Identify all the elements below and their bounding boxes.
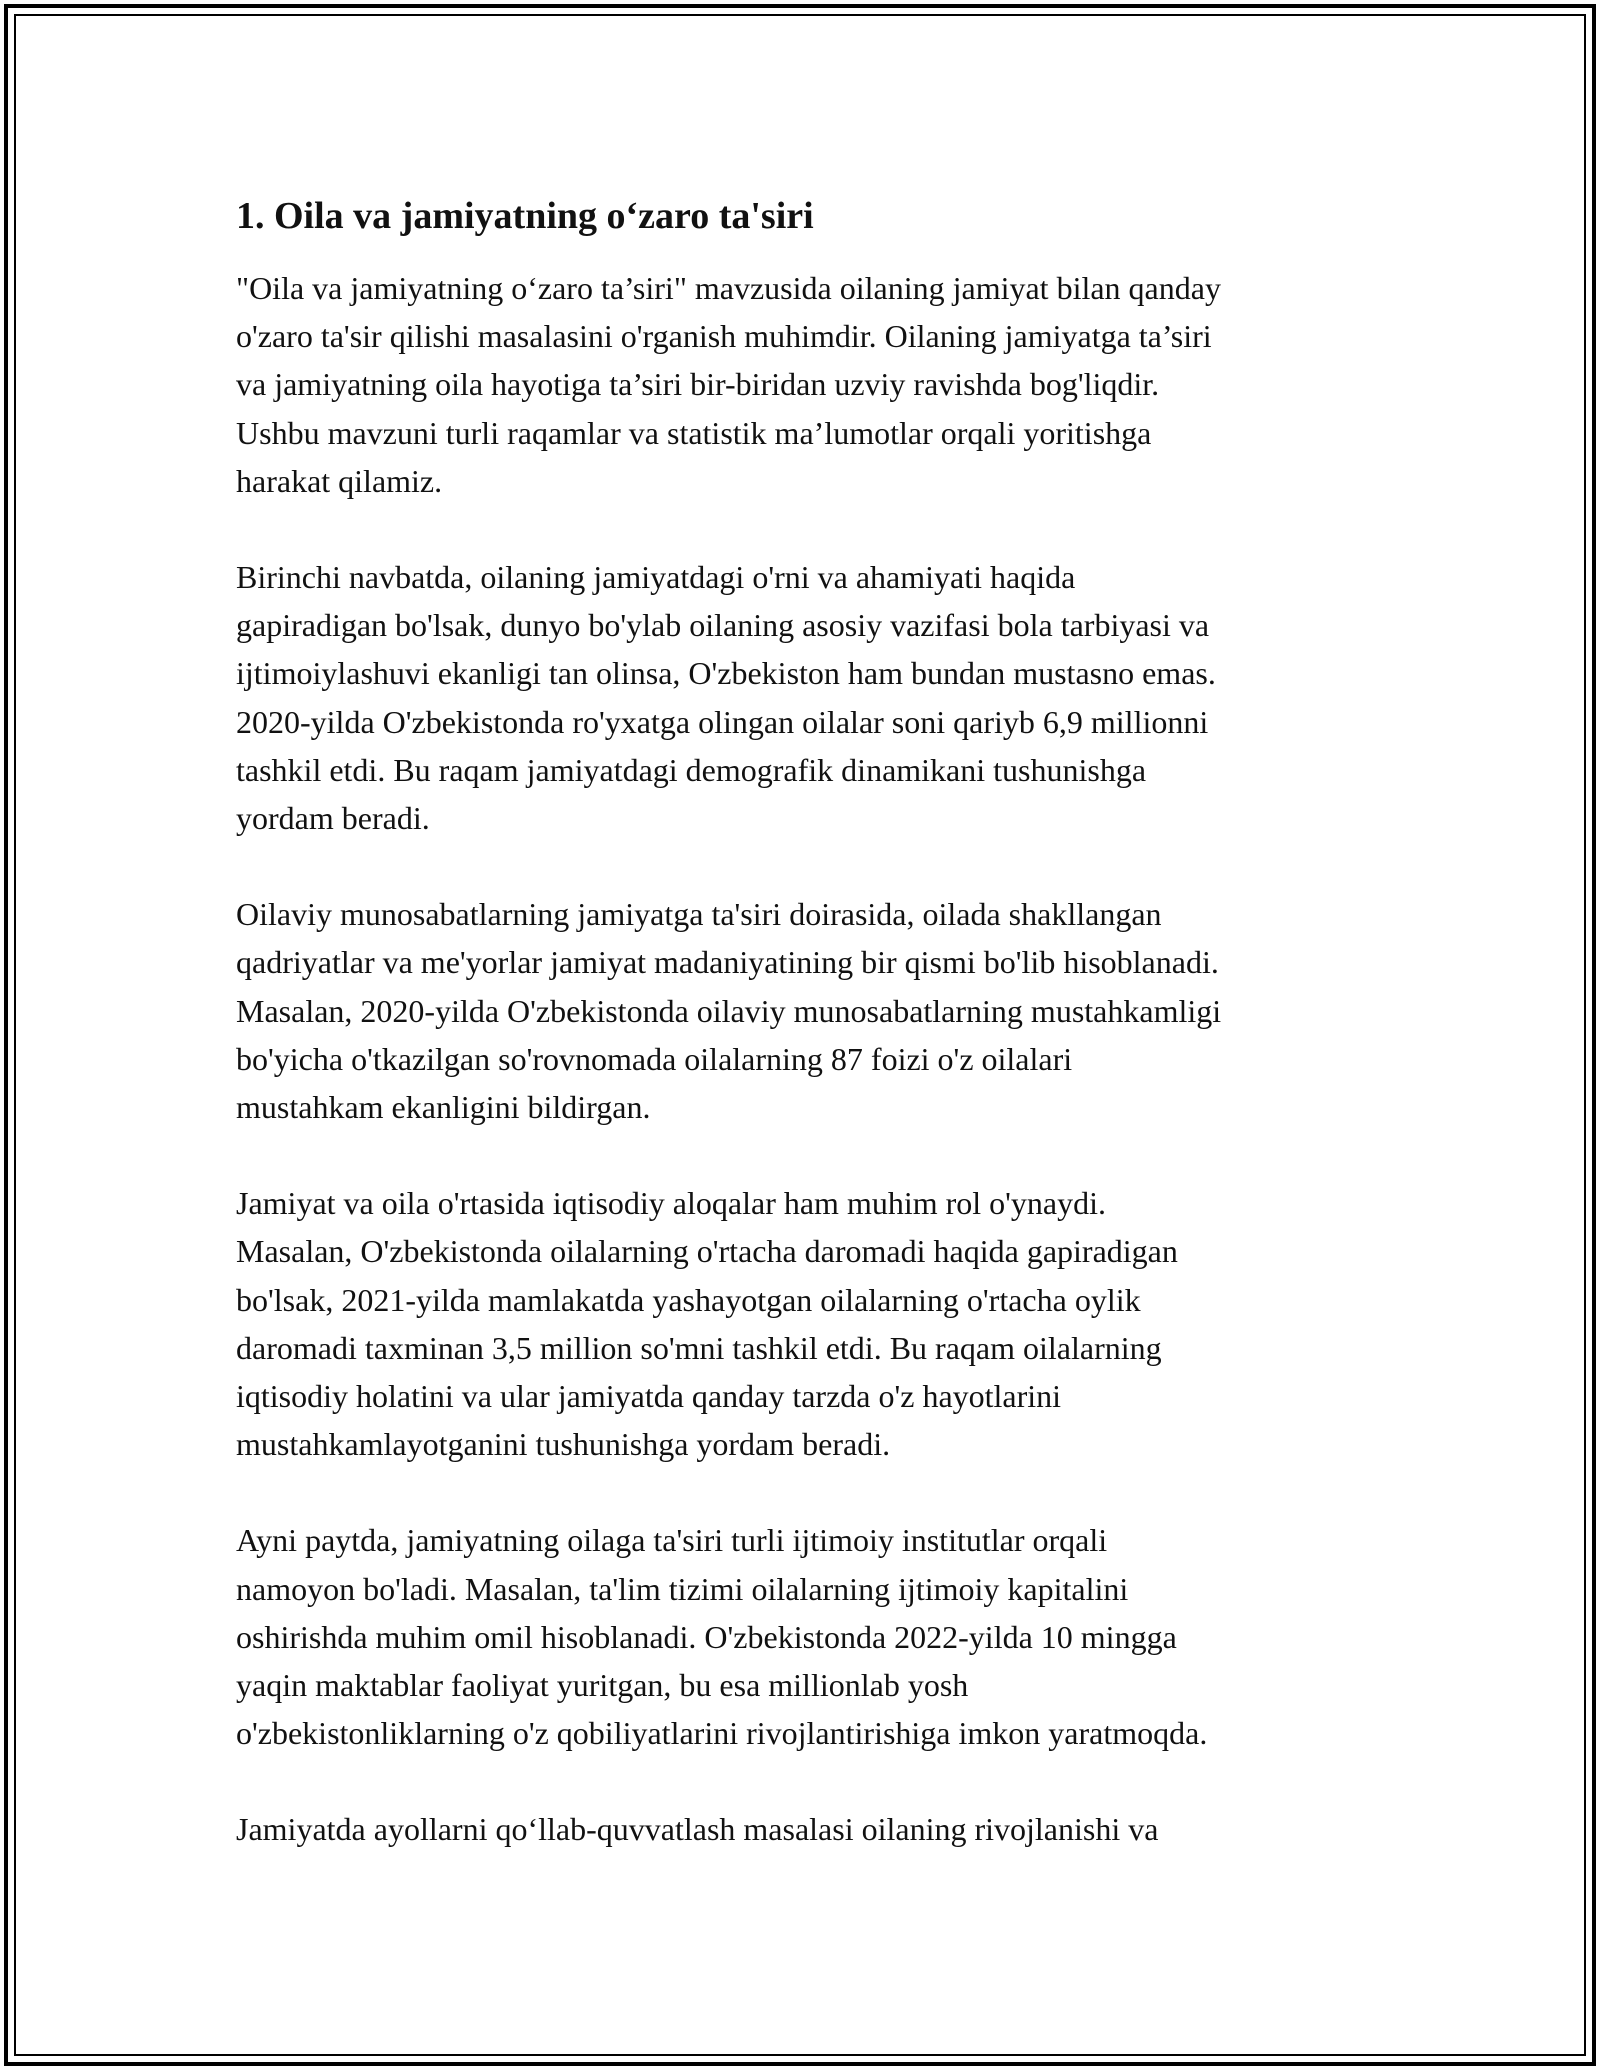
text-line: qadriyatlar va me'yorlar jamiyat madaniyatining bir qismi bo'lib hisoblanadi.: [236, 944, 1219, 981]
paragraph-women-support: [236, 1805, 1386, 1853]
paragraph-family-role: [236, 553, 1386, 842]
text-line: mustahkamlayotganini tushunishga yordam beradi.: [236, 1426, 891, 1463]
text-line: o'zbekistonliklarning o'z qobiliyatlarini rivojlantirishiga imkon yaratmoqda.: [236, 1715, 1208, 1752]
document-body: [236, 190, 1386, 1902]
text-line: Jamiyatda ayollarni qo‘llab-quvvatlash masalasi oilaning rivojlanishi va: [236, 1811, 1159, 1848]
section-heading: 1. Oila va jamiyatning o‘zaro ta'siri: [236, 195, 814, 237]
text-line: Jamiyat va oila o'rtasida iqtisodiy aloqalar ham muhim rol o'ynaydi.: [236, 1185, 1107, 1222]
text-line: 2020-yilda O'zbekistonda ro'yxatga olingan oilalar soni qariyb 6,9 millionni: [236, 703, 1209, 740]
paragraph-family-values: [236, 890, 1386, 1131]
text-line: namoyon bo'ladi. Masalan, ta'lim tizimi oilalarning ijtimoiy kapitalini: [236, 1570, 1129, 1607]
text-line: oshirishda muhim omil hisoblanadi. O'zbekistonda 2022-yilda 10 mingga: [236, 1618, 1177, 1655]
text-line: va jamiyatning oila hayotiga ta’siri bir-biridan uzviy ravishda bog'liqdir.: [236, 366, 1160, 403]
text-line: tashkil etdi. Bu raqam jamiyatdagi demografik dinamikani tushunishga: [236, 751, 1147, 788]
text-line: Birinchi navbatda, oilaning jamiyatdagi o'rni va ahamiyati haqida: [236, 559, 1076, 596]
text-line: Ushbu mavzuni turli raqamlar va statistik ma’lumotlar orqali yoritishga: [236, 414, 1152, 451]
text-line: ijtimoiylashuvi ekanligi tan olinsa, O'zbekiston ham bundan mustasno emas.: [236, 655, 1216, 692]
text-line: gapiradigan bo'lsak, dunyo bo'ylab oilaning asosiy vazifasi bola tarbiyasi va: [236, 607, 1210, 644]
text-line: Masalan, O'zbekistonda oilalarning o'rtacha daromadi haqida gapiradigan: [236, 1233, 1178, 1270]
text-line: yaqin maktablar faoliyat yuritgan, bu esa millionlab yosh: [236, 1667, 969, 1704]
paragraph-intro: [236, 264, 1386, 505]
text-line: Oilaviy munosabatlarning jamiyatga ta'siri doirasida, oilada shakllangan: [236, 896, 1162, 933]
text-line: o'zaro ta'sir qilishi masalasini o'rganish muhimdir. Oilaning jamiyatga ta’siri: [236, 318, 1212, 355]
text-line: bo'lsak, 2021-yilda mamlakatda yashayotgan oilalarning o'rtacha oylik: [236, 1281, 1141, 1318]
paragraph-social-institutions: [236, 1516, 1386, 1757]
text-line: daromadi taxminan 3,5 million so'mni tashkil etdi. Bu raqam oilalarning: [236, 1329, 1162, 1366]
text-line: mustahkam ekanligini bildirgan.: [236, 1089, 651, 1126]
paragraph-economic-ties: [236, 1179, 1386, 1468]
text-line: Ayni paytda, jamiyatning oilaga ta'siri turli ijtimoiy institutlar orqali: [236, 1522, 1108, 1559]
text-line: harakat qilamiz.: [236, 462, 443, 499]
text-line: Masalan, 2020-yilda O'zbekistonda oilaviy munosabatlarning mustahkamligi: [236, 992, 1222, 1029]
text-line: iqtisodiy holatini va ular jamiyatda qanday tarzda o'z hayotlarini: [236, 1378, 1062, 1415]
text-line: yordam beradi.: [236, 800, 430, 837]
text-line: bo'yicha o'tkazilgan so'rovnomada oilalarning 87 foizi o'z oilalari: [236, 1040, 1073, 1077]
text-line: "Oila va jamiyatning o‘zaro ta’siri" mavzusida oilaning jamiyat bilan qanday: [236, 270, 1221, 306]
